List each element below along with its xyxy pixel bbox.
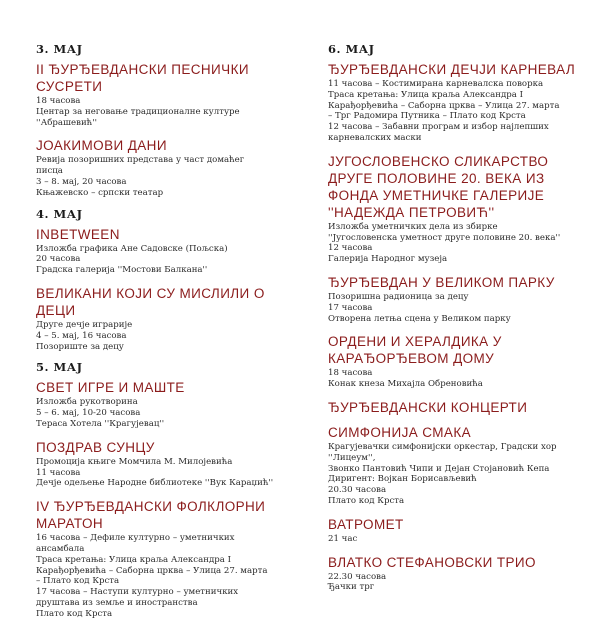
event-detail-line: Позориште за децу xyxy=(36,341,124,352)
event-item xyxy=(36,138,296,198)
event-detail-line: 18 часова xyxy=(36,96,81,106)
event-title-line: ДЕЦИ xyxy=(36,302,76,318)
event-item xyxy=(328,555,590,594)
event-detail-line: Галерија Народног музеја xyxy=(328,254,448,265)
event-detail-line: ансамбала xyxy=(36,543,85,554)
event-detail-line: Дечје одељење Народне библиотеке ''Вук Караџић'' xyxy=(36,478,274,489)
event-detail-line: 22.30 часова xyxy=(328,571,387,582)
event-detail-line: 21 час xyxy=(328,533,358,544)
event-item xyxy=(328,517,590,545)
event-detail-line: 11 часова xyxy=(36,467,81,478)
event-detail-line: писца xyxy=(36,166,63,177)
event-detail-line: Књажевско – српски театар xyxy=(36,187,164,198)
event-detail-line: карневалских маски xyxy=(328,132,422,143)
event-item xyxy=(328,425,590,507)
event-detail-line: Диригент: Војкан Борисављевић xyxy=(328,474,477,485)
event-detail-line: 20.30 часова xyxy=(328,485,387,496)
event-detail-line: Траса кретања: Улица краља Александра I xyxy=(328,89,524,100)
event-detail-line: 5 – 6. мај, 10-20 часова xyxy=(36,408,141,419)
event-detail-line: Плато код Крста xyxy=(328,495,405,506)
event-item xyxy=(36,62,296,128)
event-item xyxy=(36,380,296,429)
section-date: 3. МАЈ xyxy=(36,42,83,56)
event-detail-line: друштава из земље и иностранства xyxy=(36,597,198,608)
event-item xyxy=(328,334,590,390)
event-detail-line: – Плато код Крста xyxy=(36,576,120,587)
event-title-line: ВЛАТКО СТЕФАНОВСКИ ТРИО xyxy=(328,554,536,570)
event-detail-line: 12 часова xyxy=(328,243,373,254)
event-item xyxy=(36,440,296,489)
event-detail-line: Градска галерија ''Мостови Балкана'' xyxy=(36,265,208,276)
event-detail-line: Ђачки трг xyxy=(328,582,375,593)
event-title-line: II ЂУРЂЕВДАНСКИ ПЕСНИЧКИ xyxy=(36,62,249,77)
event-detail-line: Карађорђевића – Саборна црква – Улица 27. марта xyxy=(328,100,560,111)
date-section xyxy=(36,207,296,353)
event-detail-line: 12 часова – Забавни програм и избор најлепших xyxy=(328,122,549,133)
event-item xyxy=(36,227,296,276)
event-item xyxy=(36,286,296,352)
event-detail-line: 18 часова xyxy=(328,368,373,379)
event-detail-line: Изложба рукотворина xyxy=(36,397,138,408)
event-detail-line: Изложба графика Ане Садовске (Пољска) xyxy=(36,243,228,254)
section-date: 4. МАЈ xyxy=(36,206,83,221)
date-section xyxy=(328,42,590,593)
event-detail-line: Ревија позоришних представа у част домаћег xyxy=(36,155,245,166)
left-column xyxy=(36,42,296,630)
right-column xyxy=(328,42,590,603)
event-detail-line: 16 часова – Дефиле културно – уметничких xyxy=(36,533,235,544)
event-detail-line: Позоришна радионица за децу xyxy=(328,291,469,302)
event-detail-line: Промоција књиге Момчила М. Милојевића xyxy=(36,456,233,467)
event-title-line: ДРУГЕ ПОЛОВИНЕ 20. ВЕКА ИЗ xyxy=(328,170,545,186)
date-section xyxy=(36,360,296,619)
section-date: 5. МАЈ xyxy=(36,360,83,375)
event-title-line: СВЕТ ИГРЕ И МАШТЕ xyxy=(36,380,185,396)
event-item xyxy=(328,154,590,265)
event-item xyxy=(36,499,296,619)
event-title-line: ЈУГОСЛОВЕНСКО СЛИКАРСТВО xyxy=(328,153,549,169)
event-detail-line: 17 часова – Наступи културно – уметничких xyxy=(36,587,239,598)
event-detail-line: Тераса Хотела ''Крагујевац'' xyxy=(36,418,165,429)
event-detail-line: ''Абрашевић'' xyxy=(36,117,97,128)
event-title-line: ФОНДА УМЕТНИЧКЕ ГАЛЕРИЈЕ xyxy=(328,187,545,203)
event-detail-line: ''Лицеум'', xyxy=(328,452,376,463)
event-detail-line: Друге дечје играрије xyxy=(36,319,133,330)
event-title-line: МАРАТОН xyxy=(36,516,103,532)
event-title-line: КАРАЂОРЂЕВОМ ДОМУ xyxy=(328,351,495,367)
event-title-line: СУСРЕТИ xyxy=(36,79,103,94)
event-detail-line: 3 – 8. мај, 20 часова xyxy=(36,176,127,187)
event-title-line: IV ЂУРЂЕВДАНСКИ ФОЛКЛОРНИ xyxy=(36,499,266,515)
event-detail-line: – Трг Радомира Путника – Плато код Крста xyxy=(328,111,526,122)
event-item xyxy=(328,275,590,324)
event-detail-line: Крагујевачки симфонијски оркестар, Градски хор xyxy=(328,441,557,452)
event-detail-line: Звонко Пантовић Чипи и Дејан Стојановић Кепа xyxy=(328,463,550,474)
event-detail-line: Центар за неговање традиционалне културе xyxy=(36,106,240,117)
event-title-line: ЂУРЂЕВДАН У ВЕЛИКОМ ПАРКУ xyxy=(328,274,555,290)
event-title-line: INBETWEEN xyxy=(36,226,120,242)
event-title-line: ВАТРОМЕТ xyxy=(328,516,404,532)
event-title-line: ''НАДЕЖДА ПЕТРОВИЋ'' xyxy=(328,204,495,220)
event-detail-line: Траса кретања: Улица краља Александра I xyxy=(36,554,232,565)
event-title-line: СИМФОНИЈА СМАКА xyxy=(328,424,471,440)
event-title-line: ОРДЕНИ И ХЕРАЛДИКА У xyxy=(328,334,502,350)
event-detail-line: Карађорђевића – Саборна црква – Улица 27. марта xyxy=(36,565,268,576)
event-detail-line: Плато код Крста xyxy=(36,608,113,619)
event-detail-line: Отворена летња сцена у Великом парку xyxy=(328,313,511,324)
event-item xyxy=(328,400,590,415)
event-detail-line: 4 – 5. мај, 16 часова xyxy=(36,330,127,341)
event-title-line: ЈОАКИМОВИ ДАНИ xyxy=(36,138,167,154)
event-title-line: ПОЗДРАВ СУНЦУ xyxy=(36,439,155,455)
date-section xyxy=(36,42,296,199)
event-detail-line: 20 часова xyxy=(36,254,81,265)
event-title-line: ВЕЛИКАНИ КОЈИ СУ МИСЛИЛИ О xyxy=(36,285,265,301)
event-detail-line: 17 часова xyxy=(328,302,373,313)
event-item xyxy=(328,62,590,144)
event-detail-line: Изложба уметничких дела из збирке xyxy=(328,221,498,232)
event-detail-line: ''Југословенска уметност друге половине 20. века'' xyxy=(328,232,561,243)
event-detail-line: 11 часова – Костимирана карневалска поворка xyxy=(328,79,544,89)
section-date: 6. МАЈ xyxy=(328,42,375,56)
event-detail-line: Конак кнеза Михајла Обреновића xyxy=(328,379,483,390)
event-title-line: ЂУРЂЕВДАНСКИ ДЕЧЈИ КАРНЕВАЛ xyxy=(328,62,576,77)
event-title-line: ЂУРЂЕВДАНСКИ КОНЦЕРТИ xyxy=(328,399,528,415)
